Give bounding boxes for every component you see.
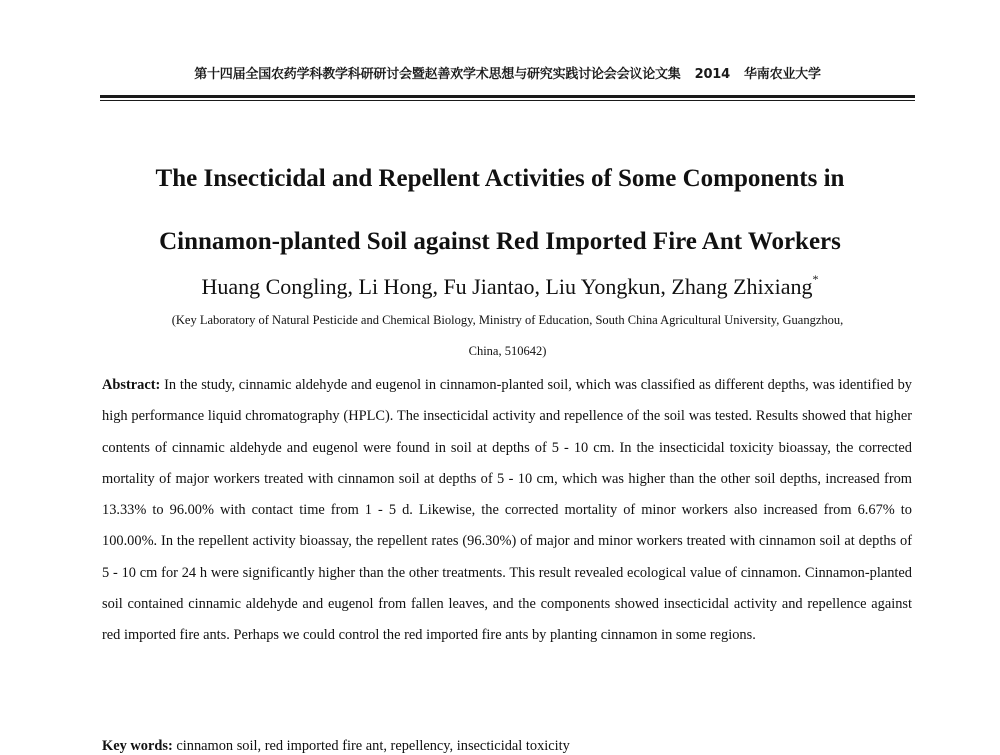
keywords xyxy=(102,738,912,755)
keywords-label: Key words: xyxy=(102,738,173,754)
author-list xyxy=(60,271,960,300)
abstract xyxy=(102,370,912,652)
running-header xyxy=(100,63,915,82)
header-university: 华南农业大学 xyxy=(743,67,821,82)
abstract-label: Abstract: xyxy=(102,377,161,393)
affiliation-line-1: (Key Laboratory of Natural Pesticide and Chemical Biology, Ministry of Education, South China Agricultural University, Guangzhou, xyxy=(171,313,844,327)
affiliation-line-2: China, 510642) xyxy=(468,344,547,358)
corresponding-author-mark: * xyxy=(812,271,819,286)
authors-text: Huang Congling, Li Hong, Fu Jiantao, Liu Yongkun, Zhang Zhixiang xyxy=(201,274,813,299)
abstract-text: In the study, cinnamic aldehyde and eugenol in cinnamon-planted soil, which was classified as different depths, was identified by high performance liquid chromatography (HPLC). The insecticidal activity and repellence of the soil was tested. Results showed that higher contents of cinnamic aldehyde and eugenol were found in soil at depths of 5 - 10 cm. In the insecticidal toxicity bioassay, the corrected mortality of major workers treated with cinnamon soil at depths of 5 - 10 cm, which was higher than the other soil depths, increased from 13.33% to 96.00% with contact time from 1 - 5 d. Likewise, the corrected mortality of minor workers also increased from 6.67% to 100.00%. In the repellent activity bioassay, the repellent rates (96.30%) of major and minor workers treated with cinnamon soil at depths of 5 - 10 cm for 24 h were significantly higher than the other treatments. This result revealed ecological value of cinnamon. Cinnamon-planted soil contained cinnamic aldehyde and eugenol from fallen leaves, and the components showed insecticidal activity and repellence against red imported fire ants. Perhaps we could control the red imported fire ants by planting cinnamon in some regions. xyxy=(102,377,912,644)
paper-title-line-1: The Insecticidal and Repellent Activities of Some Components in xyxy=(155,165,845,192)
header-conference: 第十四届全国农药学科教学科研研讨会暨赵善欢学术思想与研究实践讨论会会议论文集 xyxy=(194,67,681,82)
header-year: 2014 xyxy=(694,67,730,82)
header-rule-thick xyxy=(100,95,915,98)
header-rule-thin xyxy=(100,100,915,101)
keywords-text: cinnamon soil, red imported fire ant, repellency, insecticidal toxicity xyxy=(176,738,570,754)
paper-title-line-2: Cinnamon-planted Soil against Red Imported Fire Ant Workers xyxy=(159,228,841,255)
